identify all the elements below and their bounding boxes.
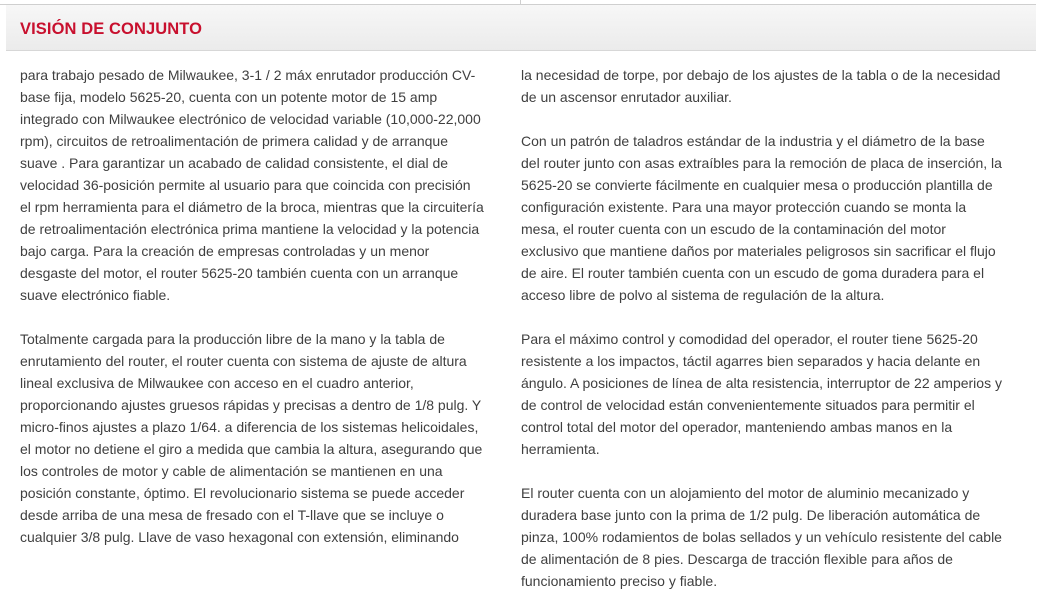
- text-line: Para el máximo control y comodidad del operador, el router tiene 5625-20: [521, 331, 978, 347]
- right-paragraph-2: [521, 130, 1021, 306]
- text-line: configuración existente. Para una mayor protección cuando se monta la: [521, 199, 967, 215]
- text-line: 5625-20 se convierte fácilmente en cualquier mesa o producción plantilla de: [521, 177, 993, 193]
- left-column: [20, 64, 510, 570]
- text-line: de retroalimentación electrónica prima mantiene la velocidad y la potencia: [20, 221, 480, 237]
- text-line: velocidad 36-posición permite al usuario para que coincida con precisión: [20, 177, 471, 193]
- left-paragraph-2: [20, 328, 510, 548]
- text-line: base fija, modelo 5625-20, cuenta con un potente motor de 15 amp: [20, 89, 438, 105]
- text-line: El router cuenta con un alojamiento del motor de aluminio mecanizado y: [521, 485, 970, 501]
- text-line: rpm), circuitos de retroalimentación de primera calidad y de arranque: [20, 133, 448, 149]
- text-line: proporcionando ajustes gruesos rápidas y precisas a dentro de 1/8 pulg. Y: [20, 397, 482, 413]
- text-line: de aire. El router también cuenta con un escudo de goma duradera para el: [521, 265, 985, 281]
- text-line: desde arriba de una mesa de fresado con el T-llave que se incluye o: [20, 507, 444, 523]
- text-line: de un ascensor enrutador auxiliar.: [521, 89, 732, 105]
- text-line: cualquier 3/8 pulg. Llave de vaso hexagonal con extensión, eliminando: [20, 529, 459, 545]
- text-line: herramienta.: [521, 441, 600, 457]
- text-line: de control de velocidad están convenientemente situados para permitir el: [521, 397, 975, 413]
- text-line: Con un patrón de taladros estándar de la industria y el diámetro de la base: [521, 133, 985, 149]
- text-line: ángulo. A posiciones de línea de alta resistencia, interruptor de 22 amperios y: [521, 375, 1002, 391]
- text-line: para trabajo pesado de Milwaukee, 3-1 / 2 máx enrutador producción CV-: [20, 67, 476, 83]
- text-line: el rpm herramienta para el diámetro de la broca, mientras que la circuitería: [20, 199, 484, 215]
- text-line: los controles de motor y cable de alimentación se mantienen en una: [20, 463, 443, 479]
- right-paragraph-4: [521, 482, 1021, 592]
- text-line: suave . Para garantizar un acabado de calidad consistente, el dial de: [20, 155, 449, 171]
- text-line: acceso libre de polvo al sistema de regulación de la altura.: [521, 287, 885, 303]
- text-line: del router junto con asas extraíbles para la remoción de placa de inserción, la: [521, 155, 1002, 171]
- text-line: bajo carga. Para la creación de empresas controladas y un menor: [20, 243, 430, 259]
- section-header: [6, 5, 1036, 51]
- text-line: la necesidad de torpe, por debajo de los ajustes de la tabla o de la necesidad: [521, 67, 1001, 83]
- text-line: pinza, 100% rodamientos de bolas sellados y un vehículo resistente del cable: [521, 529, 1002, 545]
- right-paragraph-3: [521, 328, 1021, 460]
- text-line: control total del motor del operador, manteniendo ambas manos en la: [521, 419, 953, 435]
- text-line: funcionamiento preciso y fiable.: [521, 573, 718, 589]
- right-paragraph-1: [521, 64, 1021, 108]
- section-title: VISIÓN DE CONJUNTO: [20, 20, 203, 38]
- text-line: exclusivo que mantiene daños por materiales peligrosos sin sacrificar el flujo: [521, 243, 996, 259]
- text-line: el motor no detiene el giro a medida que cambia la altura, asegurando que: [20, 441, 483, 457]
- text-line: suave electrónico fiable.: [20, 287, 171, 303]
- left-paragraph-1: [20, 64, 510, 306]
- text-line: enrutamiento del router, el router cuenta con sistema de ajuste de altura: [20, 353, 467, 369]
- right-column: [521, 64, 1021, 605]
- text-line: lineal exclusiva de Milwaukee con acceso en el cuadro anterior,: [20, 375, 414, 391]
- text-line: resistente a los impactos, táctil agarres bien separados y hacia delante en: [521, 353, 981, 369]
- text-line: de alimentación de 8 pies. Descarga de tracción flexible para años de: [521, 551, 953, 567]
- text-line: Totalmente cargada para la producción libre de la mano y la tabla de: [20, 331, 445, 347]
- text-line: micro-finos ajustes a plazo 1/64. a diferencia de los sistemas helicoidales,: [20, 419, 479, 435]
- text-line: desgaste del motor, el router 5625-20 también cuenta con un arranque: [20, 265, 459, 281]
- text-line: posición constante, óptimo. El revolucionario sistema se puede acceder: [20, 485, 465, 501]
- text-line: mesa, el router cuenta con un escudo de la contaminación del motor: [521, 221, 946, 237]
- text-line: duradera base junto con la prima de 1/2 pulg. De liberación automática de: [521, 507, 981, 523]
- text-line: integrado con Milwaukee electrónico de velocidad variable (10,000-22,000: [20, 111, 481, 127]
